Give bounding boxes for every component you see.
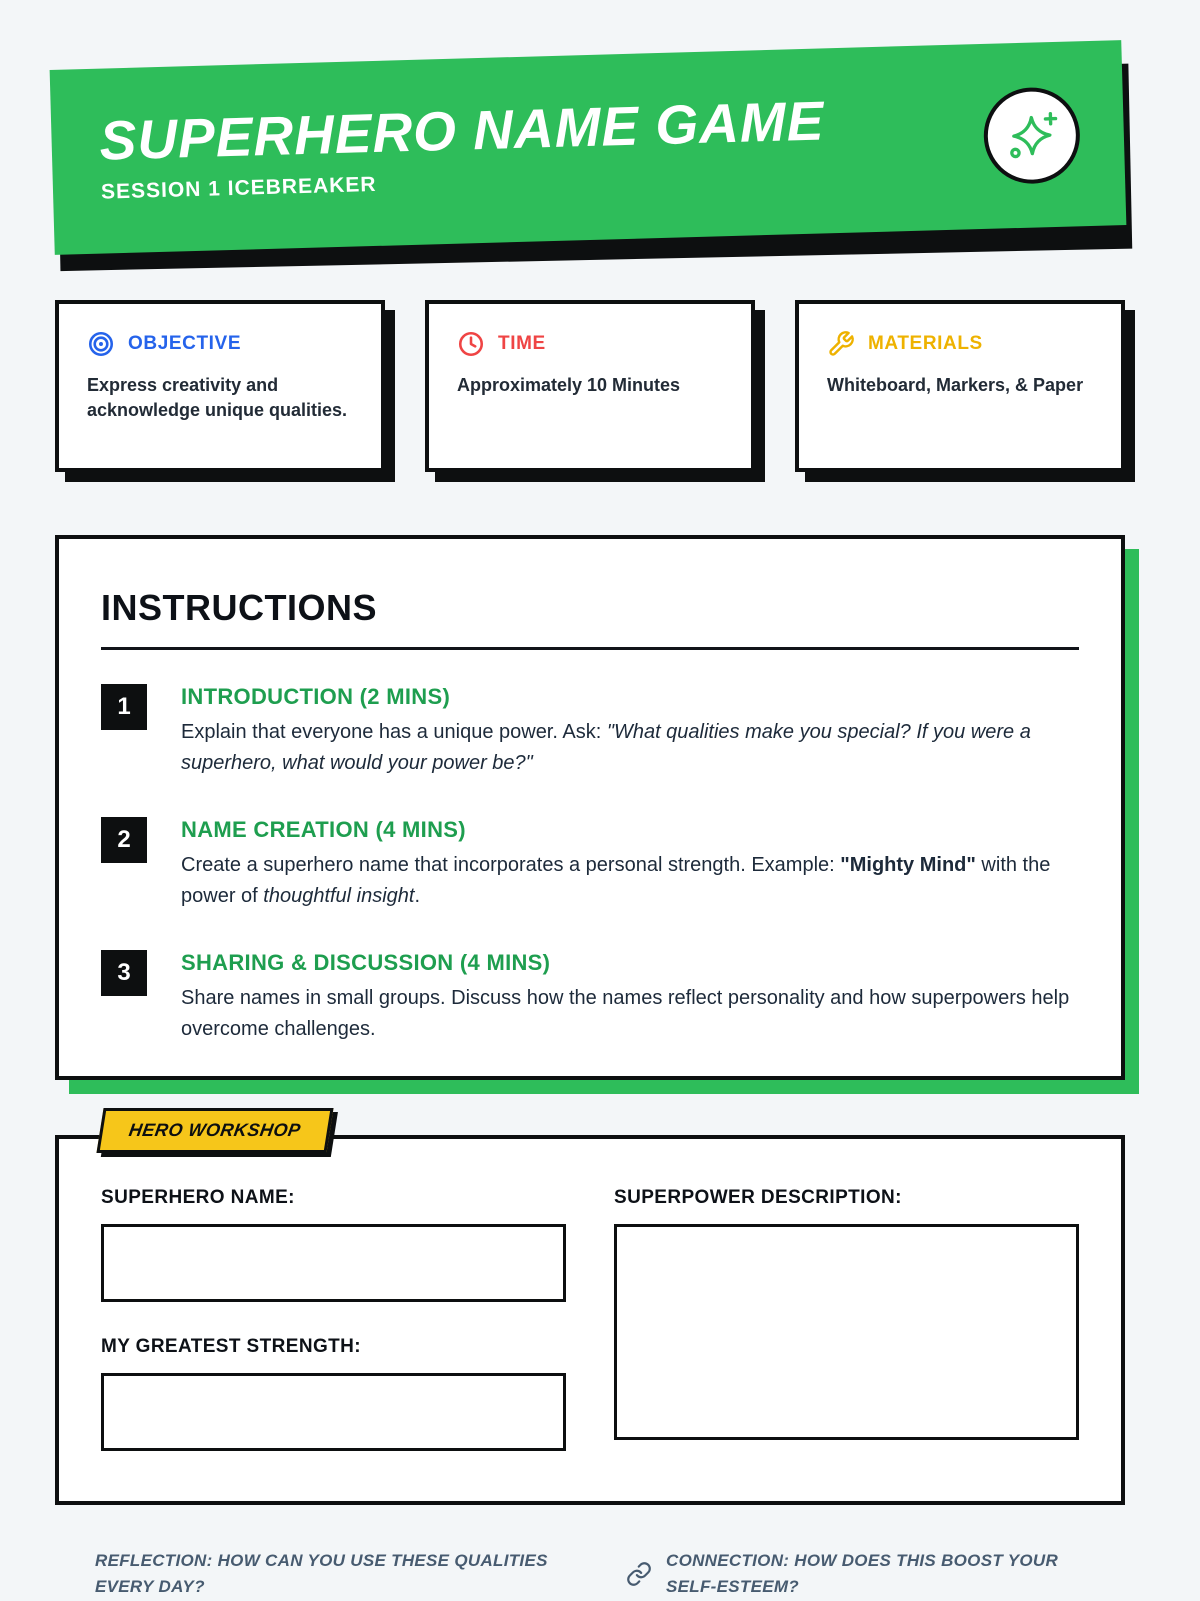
workshop-left-column — [101, 1187, 566, 1501]
materials-text: Whiteboard, Markers, & Paper — [827, 375, 1084, 395]
connection-note-row — [626, 1548, 1086, 1601]
time-card-header — [457, 330, 723, 358]
workshop-right-column — [614, 1187, 1079, 1501]
page-subtitle: SESSION 1 ICEBREAKER — [100, 172, 377, 204]
superpower-description-label: SUPERPOWER DESCRIPTION: — [614, 1187, 902, 1208]
time-card — [425, 300, 755, 472]
page-title: SUPERHERO NAME GAME — [98, 89, 826, 172]
greatest-strength-group — [101, 1336, 566, 1451]
hero-workshop-tag-label: HERO WORKSHOP — [127, 1120, 303, 1140]
superpower-description-group — [614, 1187, 1079, 1440]
banner-panel — [50, 40, 1127, 255]
step-number: 2 — [101, 817, 147, 863]
instructions-section — [55, 535, 1125, 1080]
step-number: 1 — [101, 684, 147, 730]
header-banner — [52, 55, 1124, 240]
materials-card-header — [827, 330, 1093, 358]
instruction-step-3 — [101, 950, 1079, 1045]
superhero-name-group — [101, 1187, 566, 1302]
step-heading: NAME CREATION (4 MINS) — [181, 817, 466, 842]
hero-workshop-section — [55, 1135, 1125, 1505]
superhero-name-field[interactable] — [101, 1224, 566, 1302]
objective-card-header — [87, 330, 353, 358]
superpower-description-field[interactable] — [614, 1224, 1079, 1440]
step-body: Share names in small groups. Discuss how the names reflect personality and how superpowers help overcome challenges. — [181, 987, 1070, 1040]
wrench-icon — [827, 330, 855, 358]
superhero-name-label: SUPERHERO NAME: — [101, 1187, 295, 1208]
step-content — [181, 684, 1079, 779]
target-icon — [87, 330, 115, 358]
hero-workshop-tag — [96, 1108, 333, 1153]
step-content — [181, 950, 1079, 1045]
connection-note: CONNECTION: HOW DOES THIS BOOST YOUR SELF-ESTEEM? — [666, 1551, 1059, 1597]
time-label: TIME — [498, 333, 546, 354]
materials-label: MATERIALS — [868, 333, 983, 354]
instructions-title: INSTRUCTIONS — [101, 587, 1079, 650]
link-icon — [626, 1561, 652, 1587]
materials-card — [795, 300, 1125, 472]
time-text: Approximately 10 Minutes — [457, 375, 681, 395]
step-content — [181, 817, 1079, 912]
step-body: Explain that everyone has a unique power. Ask: "What qualities make you special? If you were a superhero, what would your power be?" — [181, 721, 1031, 774]
objective-text: Express creativity and acknowledge unique qualities. — [87, 375, 348, 420]
greatest-strength-label: MY GREATEST STRENGTH: — [101, 1336, 361, 1357]
step-heading: SHARING & DISCUSSION (4 MINS) — [181, 950, 551, 975]
info-cards-row — [55, 300, 1125, 472]
step-number: 3 — [101, 950, 147, 996]
greatest-strength-field[interactable] — [101, 1373, 566, 1451]
step-body: Create a superhero name that incorporates a personal strength. Example: "Mighty Mind" with the power of thoughtful insight. — [181, 854, 1051, 907]
instruction-step-2 — [101, 817, 1079, 912]
step-heading: INTRODUCTION (2 MINS) — [181, 684, 451, 709]
footer — [95, 1548, 1135, 1601]
reflection-note: REFLECTION: HOW CAN YOU USE THESE QUALITIES EVERY DAY? — [95, 1551, 548, 1597]
objective-label: OBJECTIVE — [128, 333, 242, 354]
clock-icon — [457, 330, 485, 358]
instruction-step-1 — [101, 684, 1079, 779]
sparkle-icon — [1004, 107, 1059, 162]
objective-card — [55, 300, 385, 472]
